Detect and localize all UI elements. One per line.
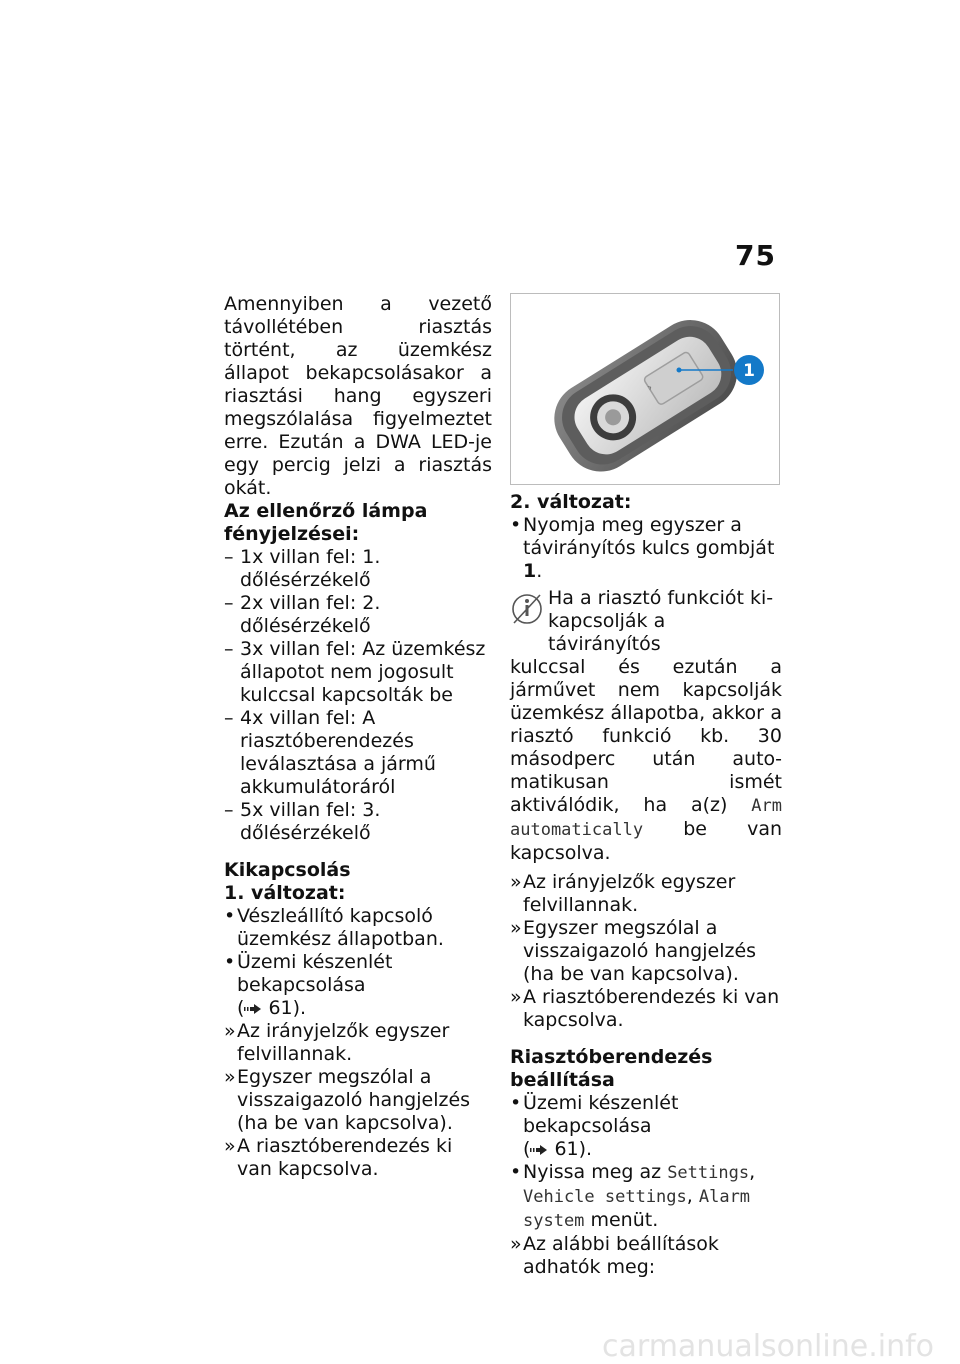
lamp-signals-heading: Az ellenőrző lámpa fényjelzései: [224, 500, 428, 545]
list-item: – 1x villan fel: 1. dőlésérzékelő [224, 546, 381, 591]
result-marker: » [224, 1066, 236, 1088]
list-item: » Az alábbi beállítások adhatók meg: [510, 1233, 719, 1278]
page-number: 75 [735, 239, 776, 272]
list-item: » A riasztóberendezés ki van kapcsolva. [224, 1135, 453, 1180]
dash-marker: – [224, 707, 234, 729]
result-marker: » [224, 1020, 236, 1042]
list-item: » A riasztóberendezés ki van kapcsolva. [510, 986, 780, 1031]
info-note: Ha a riasztó funkciót kikapcsolják a távirányítós [510, 587, 782, 656]
page-reference-arrow-icon [244, 1003, 262, 1015]
intro-paragraph: Amennyiben a vezető távollétében riasztás történt, az üzemkész állapot bekapcsolásakor a riasztási hang egyszeri megszólalása figyelmeztet erre. Ezután a DWA LED-je egy percig jelzi a riasztás okát. [224, 293, 492, 499]
menu-settings: Settings [667, 1163, 750, 1183]
bullet-marker: • [510, 1092, 522, 1114]
alarm-button-symbol: › [644, 380, 656, 395]
result-marker: » [510, 917, 522, 939]
list-item: – 2x villan fel: 2. dőlésérzékelő [224, 592, 381, 637]
dash-marker: – [224, 546, 234, 568]
list-item: » Az irányjelzők egyszer felvillannak. [224, 1020, 450, 1065]
watermark: carmanualsonline.info [602, 1329, 934, 1364]
list-item: » Az irányjelzők egyszer felvillannak. [510, 871, 736, 916]
info-icon [510, 589, 546, 629]
dash-marker: – [224, 592, 234, 614]
list-item: » Egyszer megszólal a visszaigazoló hangjelzés (ha be van kapcsolva). [224, 1066, 471, 1134]
callout-point [677, 368, 682, 373]
list-item: – 4x villan fel: A riasztóberendezés leválasztása a jármű akkumulátoráról [224, 707, 436, 798]
result-marker: » [510, 1233, 522, 1255]
lamp-signal-list [224, 546, 492, 845]
result-marker: » [224, 1135, 236, 1157]
switch-off-heading: Kikapcsolás [224, 859, 351, 881]
list-item: • Vészleállító kapcsoló üzemkész állapotban. [224, 905, 444, 950]
variant-1-heading: 1. változat: [224, 882, 346, 904]
list-item: – 5x villan fel: 3. dőlésérzékelő [224, 799, 381, 844]
remote-key [541, 306, 751, 484]
bullet-marker: • [224, 905, 236, 927]
list-item: • Nyomja meg egyszer a távirányítós kulcs gombját 1. [510, 514, 775, 582]
bullet-marker: • [510, 1161, 522, 1183]
menu-alarm-system: Alarm system [523, 1187, 751, 1231]
bullet-marker: • [510, 514, 522, 536]
list-item: – 3x villan fel: Az üzemkész állapotot nem jogosult kulccsal kapcsolták be [224, 638, 486, 706]
remote-key-figure [510, 293, 780, 485]
dash-marker: – [224, 638, 234, 660]
page-reference[interactable]: 61). [554, 1138, 593, 1160]
bullet-marker: • [224, 951, 236, 973]
page-reference[interactable]: 61). [268, 997, 307, 1019]
list-item: • Üzemi készenlét bekapcsolása ( 61). [510, 1092, 679, 1160]
page-reference-arrow-icon [530, 1144, 548, 1156]
result-marker: » [510, 986, 522, 1008]
right-column [510, 293, 782, 1279]
result-marker: » [510, 871, 522, 893]
remote-key-illustration [511, 294, 779, 484]
list-item: • Nyissa meg az Settings, Vehicle settings, Alarm system menüt. [510, 1161, 756, 1231]
info-note-text: kulccsal és ezután a járművet nem kapcsolják üzemkész állapotba, akkor a riasztó funkció kb. 30 másodperc után automatikusan ismét aktiválódik, ha a(z) Arm automatically be van kapcsolva. [510, 656, 783, 864]
callout-label: 1 [743, 361, 755, 381]
setting-name: Arm automatically [510, 796, 782, 840]
list-item: • Üzemi készenlét bekapcsolása ( 61). [224, 951, 393, 1019]
left-column [224, 293, 492, 1181]
variant-2-heading: 2. változat: [510, 491, 632, 513]
alarm-settings-heading: Riasztóberendezés beállítása [510, 1046, 713, 1091]
dash-marker: – [224, 799, 234, 821]
list-item: » Egyszer megszólal a visszaigazoló hangjelzés (ha be van kapcsolva). [510, 917, 757, 985]
menu-vehicle-settings: Vehicle settings [523, 1187, 687, 1207]
